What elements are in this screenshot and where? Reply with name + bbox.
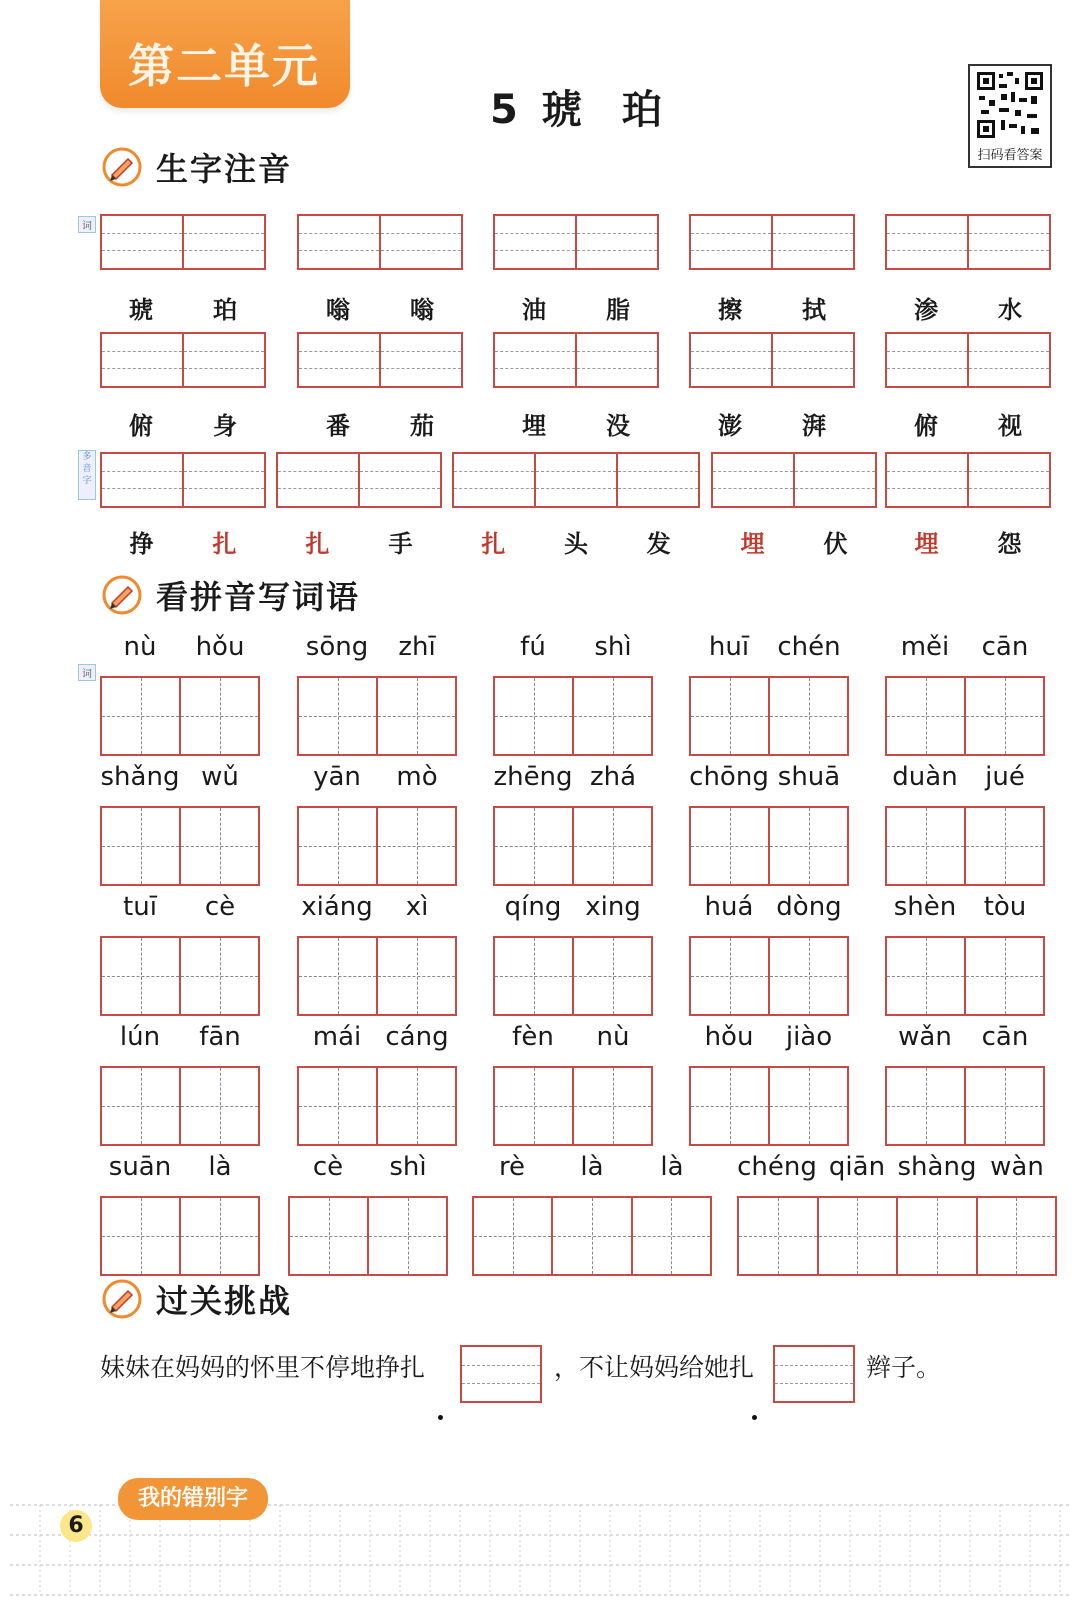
hanzi-label: 擦 — [718, 295, 742, 324]
section-title: 看拼音写词语 — [156, 578, 361, 616]
pinyin-label: huá — [704, 892, 754, 922]
hanzi-label: 手 — [388, 529, 413, 558]
pinyin-label: mò — [396, 762, 438, 792]
qr-code-icon — [975, 70, 1045, 140]
pinyin-label: hǒu — [195, 632, 245, 662]
pinyin-label: shì — [389, 1152, 427, 1182]
pinyin-label: fèn — [512, 1022, 554, 1052]
pinyin-label: suān — [108, 1152, 172, 1182]
hanzi-label: 番 — [326, 411, 350, 440]
pinyin-label: cān — [981, 1022, 1029, 1052]
pinyin-label: zhá — [589, 762, 637, 792]
word-answer-box[interactable] — [689, 806, 849, 886]
hanzi-label: 嗡 — [410, 295, 434, 324]
hanzi-label: 发 — [646, 529, 671, 558]
word-answer-box[interactable] — [100, 676, 260, 756]
pencil-icon — [102, 575, 142, 615]
pinyin-label: cáng — [385, 1022, 449, 1052]
pinyin-label: zhī — [398, 632, 436, 662]
pinyin-label: chén — [777, 632, 841, 662]
sentence-part-2: ，不让妈妈给她扎 — [554, 1353, 755, 1382]
pinyin-answer-box[interactable] — [100, 214, 266, 270]
hanzi-label: 珀 — [213, 295, 237, 324]
pinyin-label: lún — [119, 1022, 161, 1052]
pinyin-label: yān — [313, 762, 361, 792]
pinyin-answer-box[interactable] — [452, 452, 700, 508]
polyphonic-tag: 多音字 — [78, 450, 96, 500]
hanzi-label: 水 — [998, 295, 1022, 324]
hanzi-label: 湃 — [802, 411, 826, 440]
pinyin-label: là — [660, 1152, 684, 1182]
lesson-number: 5 — [490, 87, 524, 133]
pinyin-label: shì — [594, 632, 632, 662]
word-answer-box[interactable] — [297, 1066, 457, 1146]
hanzi-label: 视 — [998, 411, 1022, 440]
pinyin-label: cān — [981, 632, 1029, 662]
word-answer-box[interactable] — [493, 676, 653, 756]
pinyin-label: fān — [199, 1022, 241, 1052]
lesson-char-2: 珀 — [621, 87, 668, 133]
pinyin-label: jiào — [785, 1022, 833, 1052]
pinyin-answer-box[interactable] — [885, 452, 1051, 508]
section-vocab-pinyin — [102, 146, 292, 188]
pinyin-label: chéng — [737, 1152, 817, 1182]
pinyin-label: tuī — [123, 892, 157, 922]
word-tag: 词 — [78, 216, 96, 233]
challenge-sentence-3 — [866, 1348, 941, 1384]
hanzi-label: 俯 — [129, 411, 153, 440]
word-answer-box[interactable] — [885, 806, 1045, 886]
hanzi-label: 嗡 — [326, 295, 350, 324]
pinyin-label: qíng — [504, 892, 562, 922]
pinyin-label: chōng — [689, 762, 769, 792]
pinyin-label: shǎng — [100, 762, 180, 792]
unit-tab — [100, 0, 350, 108]
hanzi-label: 脂 — [606, 295, 630, 324]
pinyin-answer-box[interactable] — [689, 332, 855, 388]
hanzi-label: 怨 — [997, 529, 1022, 558]
pinyin-answer-box[interactable] — [297, 214, 463, 270]
pinyin-label: jué — [985, 762, 1025, 792]
hanzi-label: 扎 — [305, 529, 330, 558]
emphasis-dot — [752, 1415, 757, 1420]
word-answer-box[interactable] — [689, 676, 849, 756]
pinyin-label: xing — [585, 892, 641, 922]
word-answer-box[interactable] — [493, 936, 653, 1016]
pinyin-label: nù — [596, 1022, 630, 1052]
pinyin-label: duàn — [892, 762, 958, 792]
pinyin-answer-box[interactable] — [885, 214, 1051, 270]
pinyin-label: zhēng — [493, 762, 573, 792]
hanzi-label: 埋 — [740, 529, 765, 558]
section-title: 过关挑战 — [156, 1282, 293, 1320]
pinyin-label: xì — [405, 892, 429, 922]
pinyin-label: shàng — [897, 1152, 977, 1182]
lesson-title — [490, 78, 668, 135]
word-answer-box[interactable] — [100, 1066, 260, 1146]
word-answer-box[interactable] — [885, 676, 1045, 756]
pinyin-label: nù — [123, 632, 157, 662]
lesson-char-1: 琥 — [541, 87, 588, 133]
word-answer-box[interactable] — [288, 1196, 448, 1276]
pinyin-label: měi — [900, 632, 950, 662]
pinyin-label: tòu — [983, 892, 1027, 922]
word-answer-box[interactable] — [737, 1196, 1057, 1276]
unit-label: 第二单元 — [128, 39, 320, 93]
section-write-words — [102, 574, 360, 616]
pinyin-label: xiáng — [301, 892, 373, 922]
hanzi-label: 油 — [522, 295, 546, 324]
word-answer-box[interactable] — [493, 1066, 653, 1146]
hanzi-label: 俯 — [914, 411, 938, 440]
pinyin-answer-box[interactable] — [100, 452, 266, 508]
pinyin-label: huī — [708, 632, 750, 662]
page-number: 6 — [60, 1510, 92, 1542]
hanzi-label: 伏 — [823, 529, 848, 558]
pinyin-label: hǒu — [704, 1022, 754, 1052]
hanzi-label: 琥 — [129, 295, 153, 324]
word-answer-box[interactable] — [297, 806, 457, 886]
pencil-icon — [102, 147, 142, 187]
sentence-part-1: 妹妹在妈妈的怀里不停地挣扎 — [100, 1353, 426, 1382]
pinyin-label: qiān — [828, 1152, 886, 1182]
word-answer-box[interactable] — [472, 1196, 712, 1276]
qr-caption: 扫码看答案 — [977, 148, 1043, 163]
word-answer-box[interactable] — [885, 1066, 1045, 1146]
pinyin-label: dòng — [776, 892, 842, 922]
hanzi-label: 澎 — [718, 411, 742, 440]
word-answer-box[interactable] — [297, 936, 457, 1016]
hanzi-label: 扎 — [212, 529, 237, 558]
word-answer-box[interactable] — [689, 1066, 849, 1146]
hanzi-label: 没 — [606, 411, 630, 440]
pinyin-label: wǔ — [201, 762, 239, 792]
pinyin-label: sōng — [305, 632, 369, 662]
pinyin-answer-box[interactable] — [100, 332, 266, 388]
answer-box-1[interactable] — [460, 1345, 542, 1403]
pinyin-label: là — [580, 1152, 604, 1182]
pinyin-answer-box[interactable] — [493, 332, 659, 388]
pinyin-answer-box[interactable] — [276, 452, 442, 508]
hanzi-label: 渗 — [914, 295, 938, 324]
hanzi-label: 头 — [564, 529, 588, 558]
word-answer-box[interactable] — [689, 936, 849, 1016]
pinyin-answer-box[interactable] — [885, 332, 1051, 388]
section-challenge — [102, 1278, 292, 1320]
pinyin-label: mái — [312, 1022, 362, 1052]
challenge-sentence — [100, 1348, 425, 1384]
pinyin-label: fú — [520, 632, 546, 662]
pinyin-label: là — [208, 1152, 232, 1182]
challenge-sentence-2 — [554, 1348, 754, 1384]
section-title: 生字注音 — [156, 150, 293, 188]
pinyin-label: shuā — [777, 762, 841, 792]
pinyin-label: cè — [312, 1152, 344, 1182]
pinyin-label: wǎn — [898, 1022, 952, 1052]
pinyin-label: cè — [204, 892, 236, 922]
hanzi-label: 埋 — [914, 529, 939, 558]
pinyin-answer-box[interactable] — [711, 452, 877, 508]
pinyin-label: wàn — [990, 1152, 1044, 1182]
pinyin-answer-box[interactable] — [689, 214, 855, 270]
pinyin-label: shèn — [893, 892, 957, 922]
pinyin-answer-box[interactable] — [493, 214, 659, 270]
word-answer-box[interactable] — [100, 1196, 260, 1276]
word-answer-box[interactable] — [885, 936, 1045, 1016]
pinyin-label: rè — [498, 1152, 526, 1182]
hanzi-label: 茄 — [410, 411, 434, 440]
word-tag: 词 — [78, 664, 96, 681]
hanzi-label: 扎 — [481, 529, 506, 558]
pinyin-answer-box[interactable] — [297, 332, 463, 388]
qr-code[interactable] — [968, 64, 1052, 168]
word-answer-box[interactable] — [100, 806, 260, 886]
pencil-icon — [102, 1279, 142, 1319]
hanzi-label: 身 — [213, 411, 237, 440]
sentence-part-3: 辫子。 — [866, 1353, 942, 1382]
hanzi-label: 挣 — [129, 529, 154, 558]
word-answer-box[interactable] — [493, 806, 653, 886]
hanzi-label: 埋 — [522, 411, 546, 440]
emphasis-dot — [438, 1415, 443, 1420]
hanzi-label: 拭 — [802, 295, 826, 324]
my-typos-tag: 我的错别字 — [118, 1478, 268, 1520]
word-answer-box[interactable] — [100, 936, 260, 1016]
answer-box-2[interactable] — [773, 1345, 855, 1403]
word-answer-box[interactable] — [297, 676, 457, 756]
